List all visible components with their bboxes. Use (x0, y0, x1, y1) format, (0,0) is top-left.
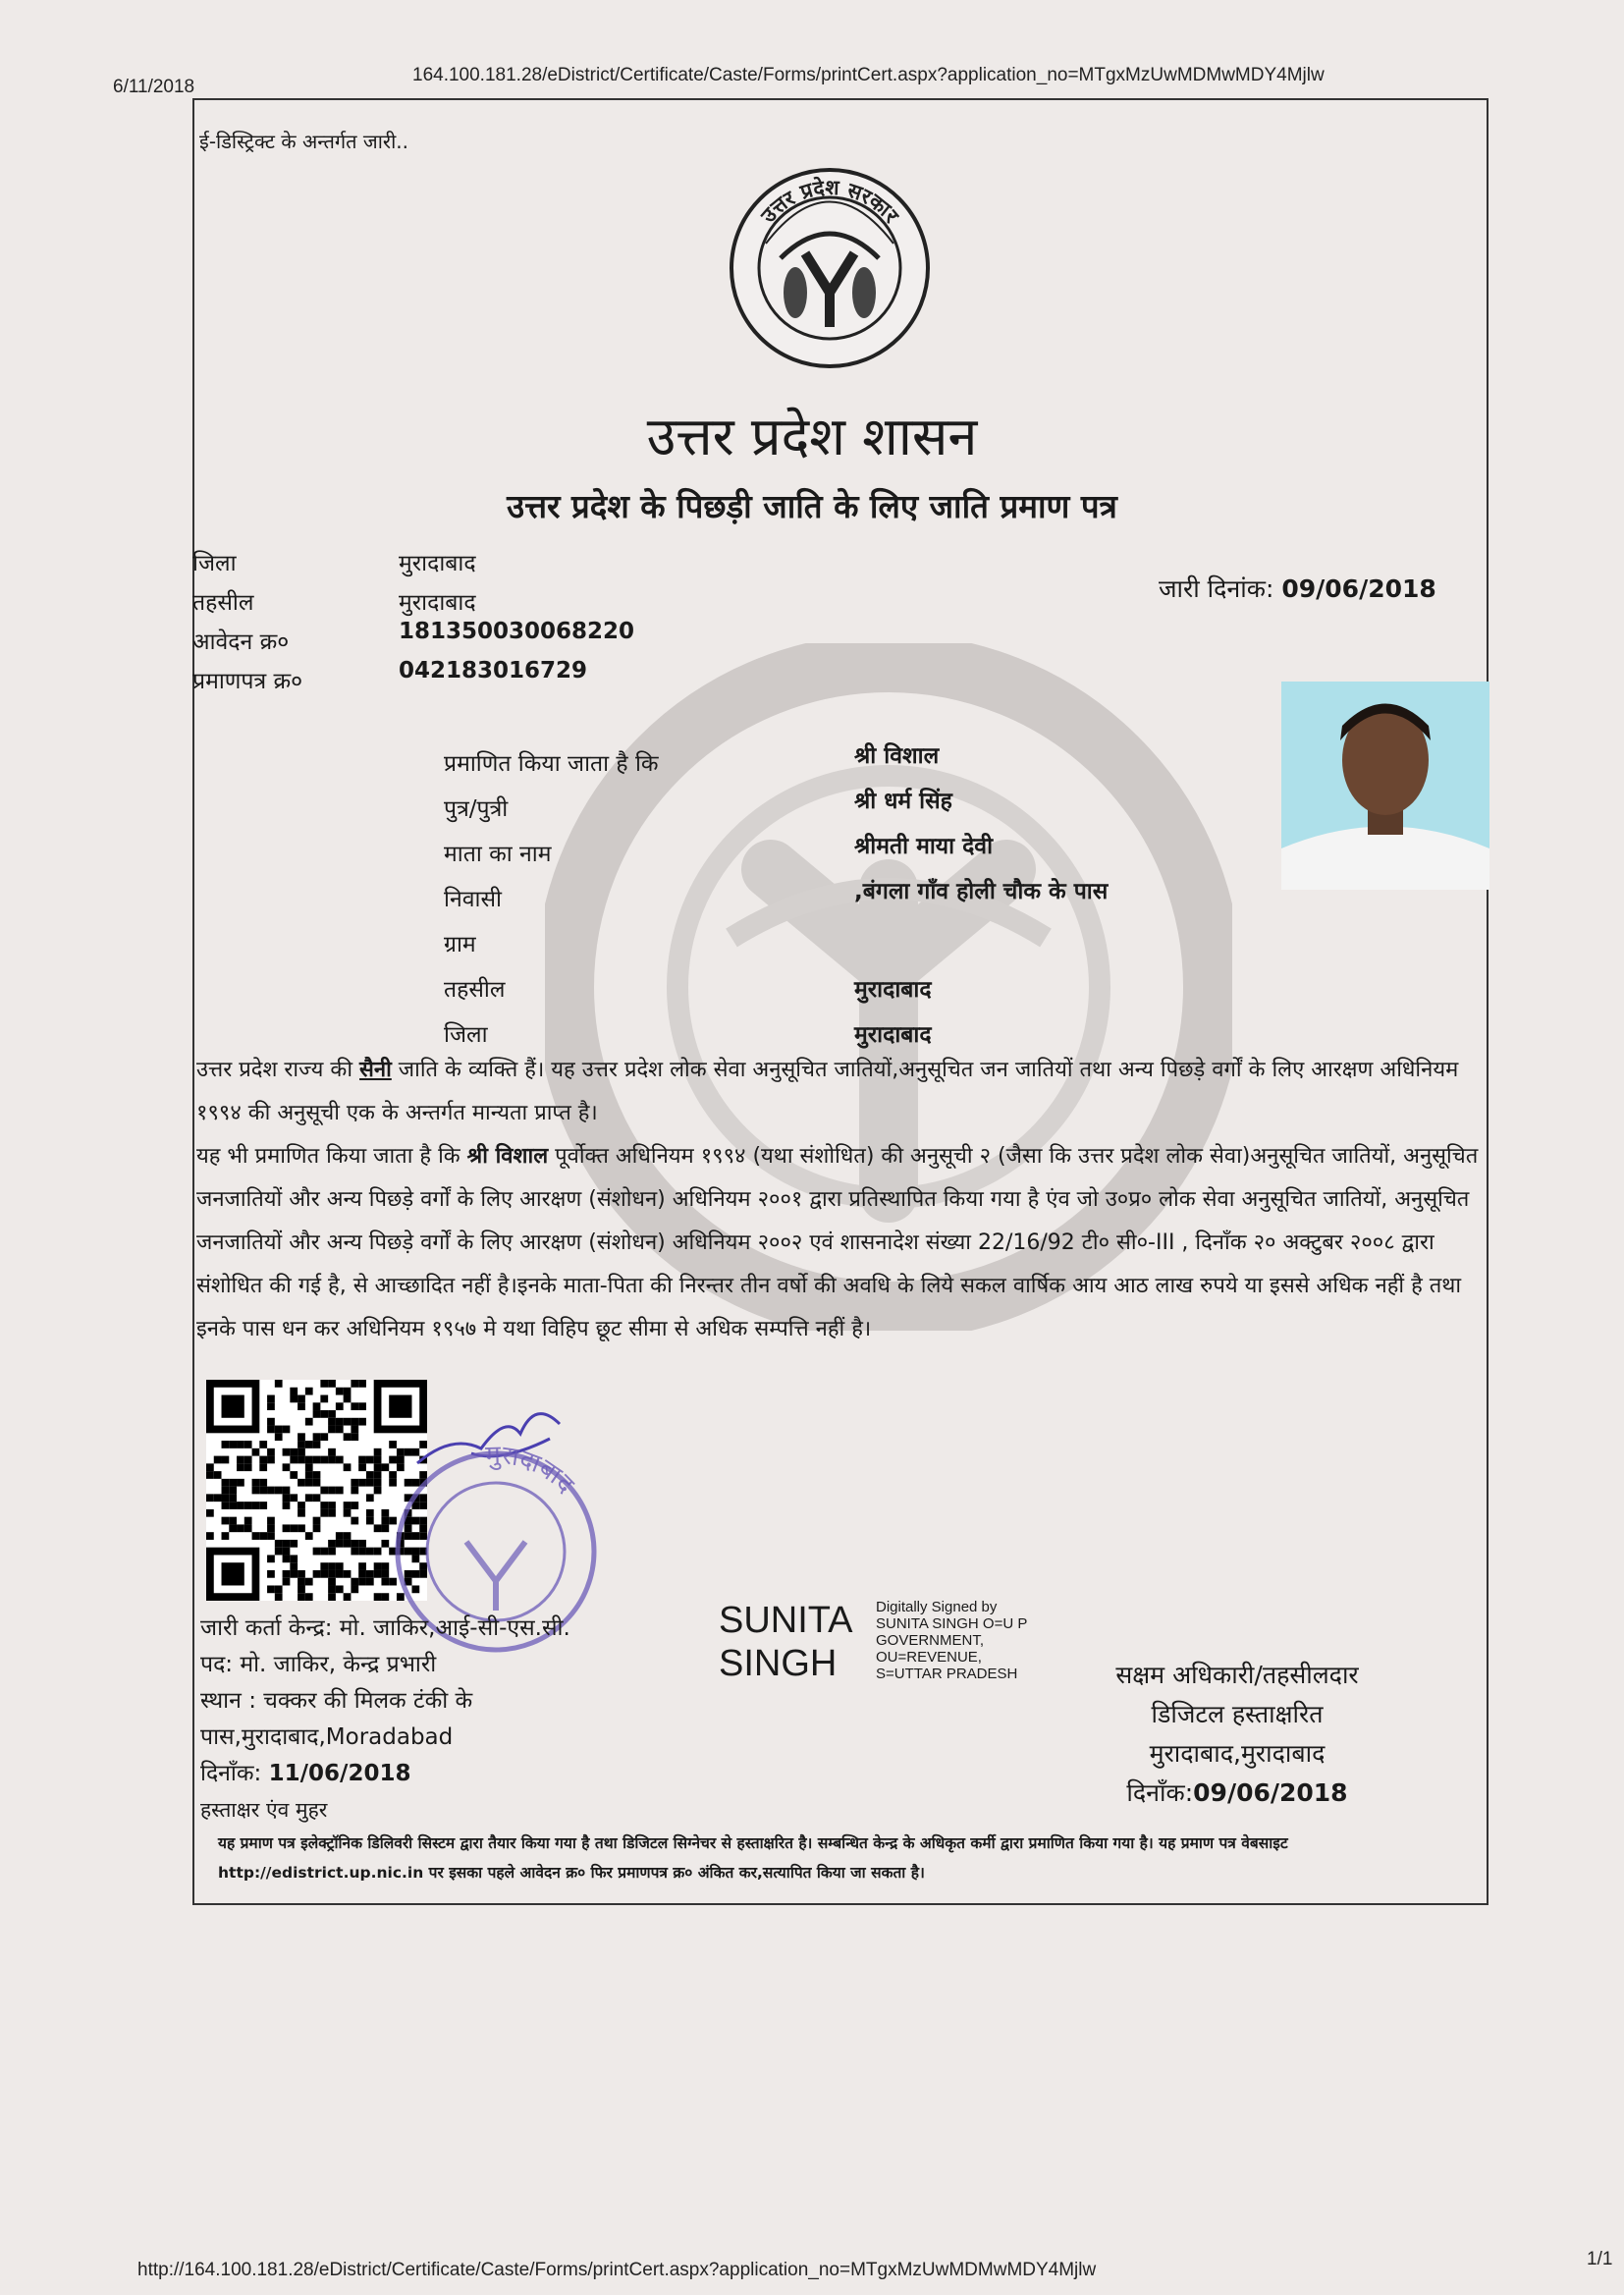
svg-text:मुरादाबाद: मुरादाबाद (484, 1444, 580, 1500)
detail-label-mother: माता का नाम (444, 842, 552, 867)
meta-value-application-no: 181350030068220 (399, 619, 635, 644)
detail-label-son-daughter: पुत्र/पुत्री (444, 796, 509, 822)
meta-value-tehsil: मुरादाबाद (399, 590, 476, 616)
issued-under: ई-डिस्ट्रिक्ट के अन्तर्गत जारी.. (199, 130, 408, 153)
detail-label-certified: प्रमाणित किया जाता है कि (444, 751, 659, 777)
detail-value-district: मुरादाबाद (854, 1022, 932, 1048)
detail-label-district: जिला (444, 1022, 488, 1048)
authority-title: सक्षम अधिकारी/तहसीलदार (1115, 1661, 1359, 1689)
svg-text:उत्तर प्रदेश सरकार: उत्तर प्रदेश सरकार (756, 175, 903, 228)
meta-value-district: मुरादाबाद (399, 551, 476, 576)
issuer-post: पद: मो. जाकिर, केन्द्र प्रभारी (200, 1652, 437, 1677)
detail-value-resident: ,बंगला गाँव होली चौक के पास (854, 879, 1109, 904)
issuer-date-value: 11/06/2018 (268, 1761, 411, 1786)
print-url-bottom: http://164.100.181.28/eDistrict/Certificate/Caste/Forms/printCert.aspx?application_no=MTgxMzUwMDMwMDY4Mjlw (137, 2260, 1097, 2280)
footer-note: यह प्रमाण पत्र इलेक्ट्रॉनिक डिलिवरी सिस्टम द्वारा तैयार किया गया है तथा डिजिटल सिग्नेचर से हस्ताक्षरित है। सम्बन्धित केन्द्र के अधिकृत कर्मी द्वारा प्रमाणित किया गया है। यह प्रमाण पत्र वेबसाइट http://edistrict.up.nic.in पर इसका पहले आवेदन क्र० फिर प्रमाणपत्र क्र० अंकित कर,सत्यापित किया जा सकता है। (218, 1834, 1288, 1882)
applicant-photo (1281, 682, 1489, 890)
caste-paragraph (196, 1049, 1483, 1135)
dsig-detail: Digitally Signed by (876, 1599, 998, 1615)
dsig-detail: SUNITA SINGH O=U P (876, 1615, 1028, 1632)
issuer-date-label: दिनाँक: (200, 1761, 262, 1786)
meta-value-certificate-no: 042183016729 (399, 658, 588, 683)
para2-post: पूर्वोक्त अधिनियम १९९४ (यथा संशोधित) की अनुसूची २ (जैसा कि उत्तर प्रदेश लोक सेवा)अनुसूचित जातियों, अनुसूचित जनजातियों और अन्य पिछड़े वर्गों के लिए आरक्षण (संशोधन) अधिनियम २००१ द्वारा प्रतिस्थापित किया गया है एंव जो उ०प्र० लोक सेवा अनुसूचित जातियों, अनुसूचित जनजातियों और अन्य पिछड़े वर्गों के लिए आरक्षण (संशोधन) अधिनियम २००२ एवं शासनादेश संख्या 22/16/92 टी० सी०-III , दिनाँक २० अक्टुबर २००८ द्वारा संशोधित की गई है, से आच्छादित नहीं है।इनके माता-पिता की निरन्तर तीन वर्षो की अवधि के लिये सकल वार्षिक आय आठ लाख रुपये या इससे अधिक नहीं है तथा इनके पास धन कर अधिनियम १९५७ मे यथा विहिप छूट सीमा से अधिक सम्पत्ति नहीं है। (196, 1144, 1479, 1341)
issuer-place: स्थान : चक्कर की मिलक टंकी के (200, 1688, 473, 1714)
sign-seal-label: हस्ताक्षर एंव मुहर (200, 1798, 328, 1822)
authority-place: मुरादाबाद,मुरादाबाद (1149, 1739, 1326, 1768)
income-paragraph (196, 1135, 1483, 1351)
detail-value-name: श्री विशाल (854, 743, 940, 769)
dsig-detail: S=UTTAR PRADESH (876, 1666, 1018, 1682)
dsig-name-2: SINGH (719, 1643, 838, 1684)
detail-value-father: श्री धर्म सिंह (854, 789, 952, 814)
print-url-top: 164.100.181.28/eDistrict/Certificate/Caste/Forms/printCert.aspx?application_no=MTgxMzUwMDMwMDY4Mjlw (412, 65, 1325, 85)
detail-label-village: ग्राम (444, 932, 476, 957)
up-emblem-icon (727, 165, 933, 371)
dsig-detail: OU=REVENUE, (876, 1649, 982, 1666)
meta-label-application-no: आवेदन क्र० (192, 629, 290, 655)
issue-date-value: 09/06/2018 (1281, 574, 1436, 603)
cert-subtitle: उत्तर प्रदेश के पिछड़ी जाति के लिए जाति प्रमाण पत्र (507, 487, 1117, 525)
digital-signature-name (719, 1599, 853, 1685)
authority-block (1060, 1656, 1414, 1813)
dsig-name-1: SUNITA (719, 1600, 853, 1641)
para1-post: जाति के व्यक्ति हैं। यह उत्तर प्रदेश लोक सेवा अनुसूचित जातियों,अनुसूचित जन जातियों तथा अन्य पिछड़े वर्गों के लिए आरक्षण अधिनियम १९९४ की अनुसूची एक के अन्तर्गत मान्यता प्राप्त है। (196, 1058, 1459, 1125)
authority-date-value: 09/06/2018 (1193, 1778, 1348, 1807)
meta-label-district: जिला (192, 551, 237, 576)
para2-pre: यह भी प्रमाणित किया जाता है कि (196, 1144, 467, 1169)
detail-label-tehsil: तहसील (444, 977, 506, 1003)
issuer-date (200, 1756, 570, 1792)
issuer-center: जारी कर्ता केन्द्र: मो. जाकिर,आई-सी-एस.सी. (200, 1615, 570, 1641)
authority-date-label: दिनाँक: (1126, 1778, 1194, 1807)
authority-date (1060, 1774, 1414, 1813)
caste-name: सैनी (359, 1058, 392, 1082)
meta-label-tehsil: तहसील (192, 590, 254, 616)
print-date: 6/11/2018 (113, 77, 195, 97)
meta-label-certificate-no: प्रमाणपत्र क्र० (192, 669, 303, 694)
issue-date (1159, 572, 1436, 605)
authority-digital: डिजिटल हस्ताक्षरित (1151, 1700, 1324, 1728)
issuer-block (200, 1611, 570, 1829)
para2-name: श्री विशाल (466, 1144, 549, 1169)
detail-value-tehsil: मुरादाबाद (854, 977, 932, 1003)
issue-date-label: जारी दिनांक: (1159, 574, 1274, 603)
issuer-place-2: पास,मुरादाबाद,Moradabad (200, 1724, 454, 1750)
print-page-number: 1/1 (1587, 2249, 1613, 2269)
para1-pre: उत्तर प्रदेश राज्य की (196, 1058, 360, 1082)
dsig-detail: GOVERNMENT, (876, 1632, 985, 1649)
digital-signature-details (876, 1599, 1027, 1682)
cert-title: उत्तर प्रदेश शासन (646, 406, 978, 467)
detail-label-resident: निवासी (444, 887, 502, 912)
detail-value-mother: श्रीमती माया देवी (854, 834, 994, 859)
